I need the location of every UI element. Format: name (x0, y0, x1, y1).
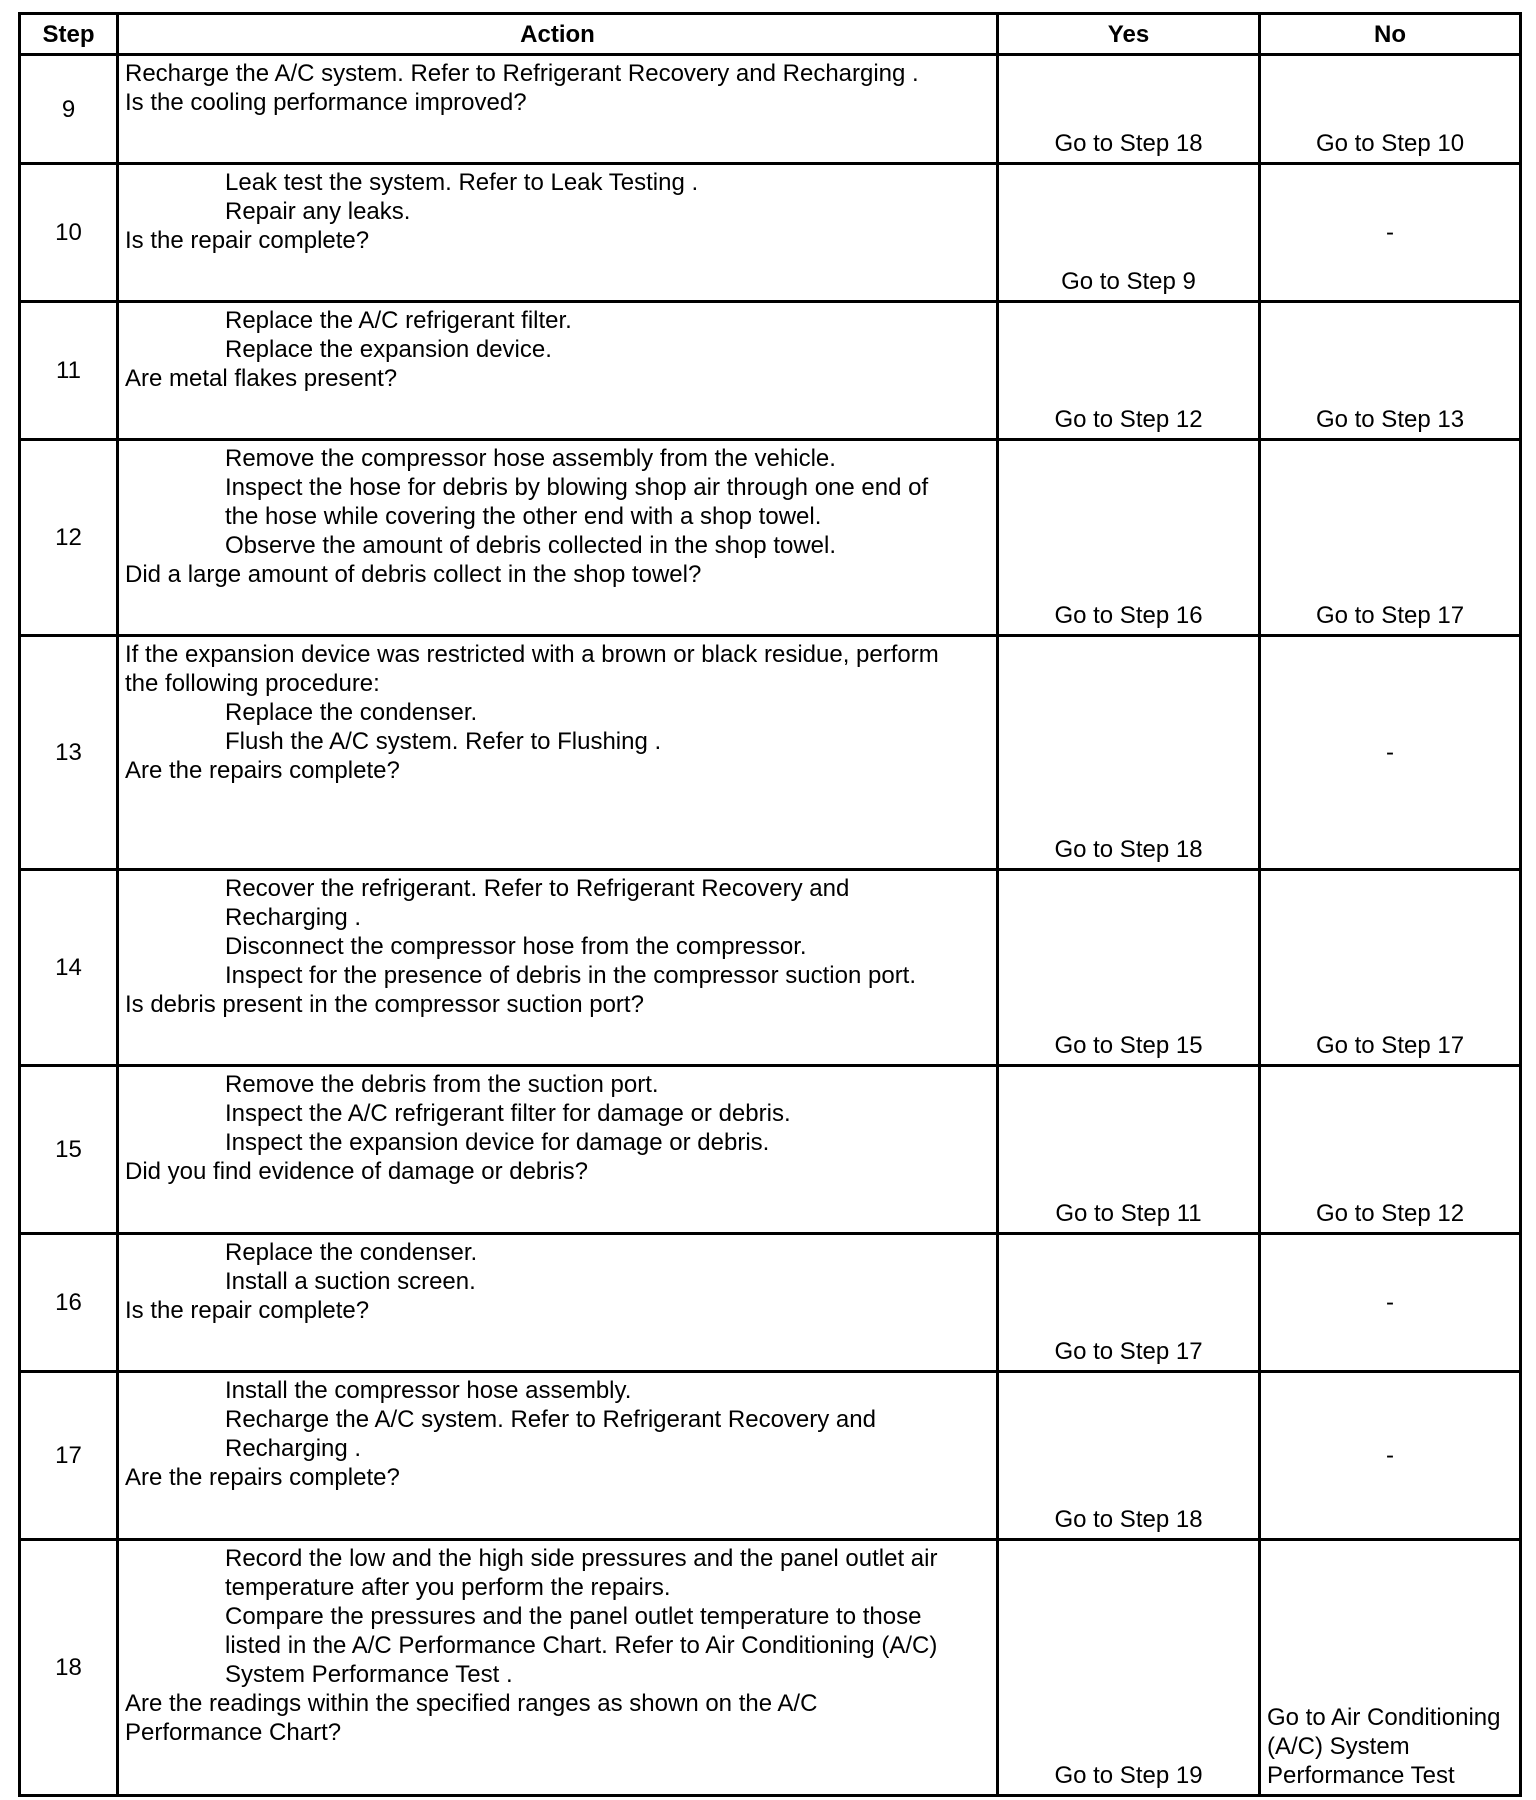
question-text: Did you find evidence of damage or debris? (125, 1158, 588, 1185)
action-cell (118, 1066, 998, 1234)
step-number: 18 (20, 1540, 118, 1796)
instruction-line: Flush the A/C system. Refer to Flushing . (225, 728, 662, 755)
step-number: 12 (20, 440, 118, 636)
question-line: Performance Chart? (125, 1719, 342, 1746)
step-number: 16 (20, 1234, 118, 1372)
no-result: Go to Step 13 (1260, 302, 1521, 440)
instruction-line: Record the low and the high side pressures and the panel outlet air (225, 1545, 938, 1572)
action-cell (118, 440, 998, 636)
instruction-line: Replace the condenser. (225, 699, 478, 726)
instruction-line: Replace the condenser. (225, 1239, 478, 1266)
step-number: 11 (20, 302, 118, 440)
step-number: 10 (20, 164, 118, 302)
step-number: 9 (20, 55, 118, 164)
instruction-line: temperature after you perform the repairs. (225, 1574, 671, 1601)
no-result-line: Performance Test (1267, 1762, 1455, 1789)
no-result: - (1260, 1234, 1521, 1372)
yes-result: Go to Step 18 (998, 55, 1260, 164)
instruction-line: Recharging . (225, 1435, 362, 1462)
question-text: Are the repairs complete? (125, 757, 400, 784)
question-text: Is the repair complete? (125, 1297, 370, 1324)
header-yes: Yes (998, 14, 1260, 55)
diagnostic-table (18, 12, 1522, 1797)
question-line: Are the readings within the specified ranges as shown on the A/C (125, 1690, 818, 1717)
table-row (20, 636, 1521, 870)
action-cell (118, 164, 998, 302)
question-text: Is the repair complete? (125, 227, 370, 254)
yes-result: Go to Step 12 (998, 302, 1260, 440)
action-cell (118, 1372, 998, 1540)
instruction-line: Disconnect the compressor hose from the compressor. (225, 933, 807, 960)
action-cell (118, 302, 998, 440)
instruction-line: System Performance Test . (225, 1661, 513, 1688)
intro-line: Recharge the A/C system. Refer to Refrigerant Recovery and Recharging . (125, 60, 919, 87)
yes-result: Go to Step 18 (998, 1372, 1260, 1540)
no-result: Go to Step 17 (1260, 440, 1521, 636)
instruction-line: Recover the refrigerant. Refer to Refrigerant Recovery and (225, 875, 850, 902)
step-number: 17 (20, 1372, 118, 1540)
step-number: 15 (20, 1066, 118, 1234)
header-step: Step (20, 14, 118, 55)
table-row (20, 1066, 1521, 1234)
instruction-line: Install a suction screen. (225, 1268, 476, 1295)
question-text: Did a large amount of debris collect in the shop towel? (125, 561, 702, 588)
table-row (20, 1540, 1521, 1796)
instruction-line: Replace the expansion device. (225, 336, 552, 363)
instruction-line: Remove the compressor hose assembly from the vehicle. (225, 445, 836, 472)
table-row (20, 1372, 1521, 1540)
action-cell (118, 636, 998, 870)
instruction-line: Leak test the system. Refer to Leak Testing . (225, 169, 699, 196)
instruction-line: Compare the pressures and the panel outlet temperature to those (225, 1603, 922, 1630)
no-result: Go to Step 10 (1260, 55, 1521, 164)
yes-result: Go to Step 16 (998, 440, 1260, 636)
header-action: Action (118, 14, 998, 55)
step-number: 14 (20, 870, 118, 1066)
instruction-line: listed in the A/C Performance Chart. Refer to Air Conditioning (A/C) (225, 1632, 938, 1659)
action-cell (118, 1540, 998, 1796)
no-result-line: Go to Air Conditioning (1267, 1704, 1501, 1731)
instruction-line: Inspect the hose for debris by blowing shop air through one end of (225, 474, 929, 501)
table-row (20, 302, 1521, 440)
instruction-line: Install the compressor hose assembly. (225, 1377, 632, 1404)
step-number: 13 (20, 636, 118, 870)
yes-result: Go to Step 11 (998, 1066, 1260, 1234)
table-row (20, 870, 1521, 1066)
yes-result: Go to Step 19 (998, 1540, 1260, 1796)
table-row (20, 440, 1521, 636)
instruction-line: Recharge the A/C system. Refer to Refrigerant Recovery and (225, 1406, 876, 1433)
no-result (1260, 1540, 1521, 1796)
instruction-line: Repair any leaks. (225, 198, 411, 225)
question-text: Are metal flakes present? (125, 365, 398, 392)
no-result-line: (A/C) System (1267, 1733, 1410, 1760)
question-text: Is debris present in the compressor suction port? (125, 991, 644, 1018)
instruction-line: Observe the amount of debris collected in the shop towel. (225, 532, 837, 559)
instruction-line: Remove the debris from the suction port. (225, 1071, 659, 1098)
table-row (20, 1234, 1521, 1372)
header-row (20, 14, 1521, 55)
instruction-line: Inspect the A/C refrigerant filter for damage or debris. (225, 1100, 791, 1127)
question-text: Is the cooling performance improved? (125, 89, 527, 116)
instruction-line: Inspect for the presence of debris in the compressor suction port. (225, 962, 917, 989)
header-no: No (1260, 14, 1521, 55)
no-result: - (1260, 164, 1521, 302)
table-row (20, 164, 1521, 302)
action-cell (118, 55, 998, 164)
no-result: Go to Step 17 (1260, 870, 1521, 1066)
intro-line: the following procedure: (125, 670, 380, 697)
yes-result: Go to Step 18 (998, 636, 1260, 870)
yes-result: Go to Step 15 (998, 870, 1260, 1066)
yes-result: Go to Step 17 (998, 1234, 1260, 1372)
question-text: Are the repairs complete? (125, 1464, 400, 1491)
instruction-line: Replace the A/C refrigerant filter. (225, 307, 572, 334)
instruction-line: Inspect the expansion device for damage or debris. (225, 1129, 770, 1156)
question-text (125, 1689, 990, 1747)
instruction-line: the hose while covering the other end with a shop towel. (225, 503, 822, 530)
no-result: Go to Step 12 (1260, 1066, 1521, 1234)
yes-result: Go to Step 9 (998, 164, 1260, 302)
action-cell (118, 870, 998, 1066)
table-row (20, 55, 1521, 164)
intro-line: If the expansion device was restricted with a brown or black residue, perform (125, 641, 939, 668)
no-result: - (1260, 1372, 1521, 1540)
no-result: - (1260, 636, 1521, 870)
action-cell (118, 1234, 998, 1372)
instruction-line: Recharging . (225, 904, 362, 931)
